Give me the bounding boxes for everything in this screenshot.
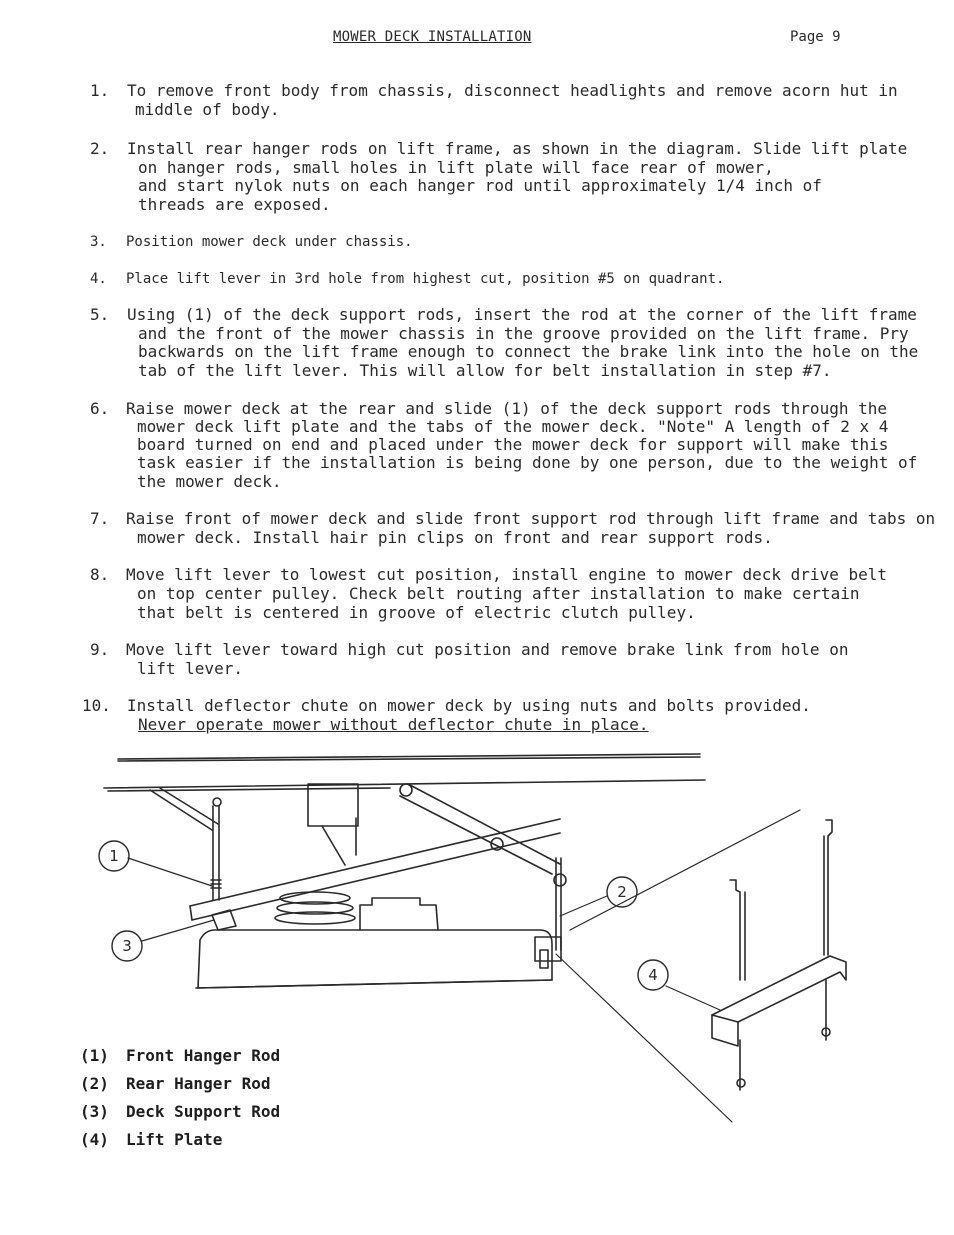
legend-label: Deck Support Rod [126, 1102, 281, 1121]
callout-circles [99, 841, 668, 990]
step-number: 6. [90, 399, 110, 418]
legend-item-front-hanger-rod [80, 1046, 280, 1065]
step-text-line: on top center pulley. Check belt routing after installation to make certain [137, 584, 860, 603]
step-text-line: tab of the lift lever. This will allow for belt installation in step #7. [138, 361, 832, 380]
step-number: 1. [90, 81, 110, 100]
step-number: 8. [90, 565, 110, 584]
step-text-line: Raise mower deck at the rear and slide (1) of the deck support rods through the [126, 399, 887, 418]
legend-item-deck-support-rod [80, 1102, 280, 1121]
step-text-line: Install deflector chute on mower deck by using nuts and bolts provided. [127, 696, 811, 715]
step-text-line: Raise front of mower deck and slide front support rod through lift frame and tabs on [126, 509, 936, 528]
step-text-line: task easier if the installation is being done by one person, due to the weight of [137, 453, 918, 472]
engine-block [308, 784, 358, 865]
legend-number: (4) [80, 1130, 109, 1149]
step-text-line: that belt is centered in groove of electric clutch pulley. [137, 603, 696, 622]
legend-item-lift-plate [80, 1130, 222, 1149]
step-text-line: board turned on end and placed under the mower deck for support will make this [137, 435, 889, 454]
front-hanger-rod [211, 798, 221, 900]
step-text-line: Move lift lever to lowest cut position, install engine to mower deck drive belt [126, 565, 887, 584]
legend-label: Rear Hanger Rod [126, 1074, 271, 1093]
step-text-line: middle of body. [135, 100, 280, 119]
warning-text: Never operate mower without deflector chute in place. [138, 715, 649, 734]
step-number: 4. [90, 271, 107, 287]
callout-4: 4 [648, 966, 658, 984]
step-text-line: lift lever. [137, 659, 243, 678]
rear-link [400, 784, 560, 874]
legend-label: Lift Plate [126, 1130, 223, 1149]
legend-number: (1) [80, 1046, 109, 1065]
step-text-line: the mower deck. [137, 472, 282, 491]
legend-number: (3) [80, 1102, 109, 1121]
step-text-line: on hanger rods, small holes in lift plate will face rear of mower, [138, 158, 774, 177]
step-text-line: Position mower deck under chassis. [126, 234, 413, 250]
step-number: 9. [90, 640, 110, 659]
step-text-line: threads are exposed. [138, 195, 331, 214]
step-text-line: To remove front body from chassis, disconnect headlights and remove acorn hut in [127, 81, 898, 100]
step-text-line: and the front of the mower chassis in the groove provided on the lift frame. Pry [138, 324, 909, 343]
step-text-line: mower deck. Install hair pin clips on front and rear support rods. [137, 528, 773, 547]
callout-1: 1 [109, 847, 119, 865]
step-number: 10. [82, 696, 111, 715]
front-link [150, 788, 218, 830]
step-text-line: Place lift lever in 3rd hole from highest cut, position #5 on quadrant. [126, 271, 725, 287]
step-text-line: Install rear hanger rods on lift frame, as shown in the diagram. Slide lift plate [127, 139, 908, 158]
callout-2: 2 [617, 883, 627, 901]
page-title: MOWER DECK INSTALLATION [333, 29, 532, 45]
step-number: 3. [90, 234, 107, 250]
step-text-line: mower deck lift plate and the tabs of the mower deck. "Note" A length of 2 x 4 [137, 417, 889, 436]
legend-label: Front Hanger Rod [126, 1046, 281, 1065]
step-number: 2. [90, 139, 110, 158]
lift-plate-assembly [712, 820, 846, 1090]
step-text-line: Move lift lever toward high cut position and remove brake link from hole on [126, 640, 849, 659]
chassis-frame [104, 754, 705, 791]
step-number: 7. [90, 509, 110, 528]
step-text-line: and start nylok nuts on each hanger rod until approximately 1/4 inch of [138, 176, 822, 195]
step-number: 5. [90, 305, 110, 324]
step-text-line: backwards on the lift frame enough to connect the brake link into the hole on the [138, 342, 919, 361]
callout-3: 3 [122, 937, 132, 955]
legend-number: (2) [80, 1074, 109, 1093]
page-number: Page 9 [790, 29, 841, 45]
legend-item-rear-hanger-rod [80, 1074, 271, 1093]
step-text-line: Using (1) of the deck support rods, insert the rod at the corner of the lift frame [127, 305, 917, 324]
